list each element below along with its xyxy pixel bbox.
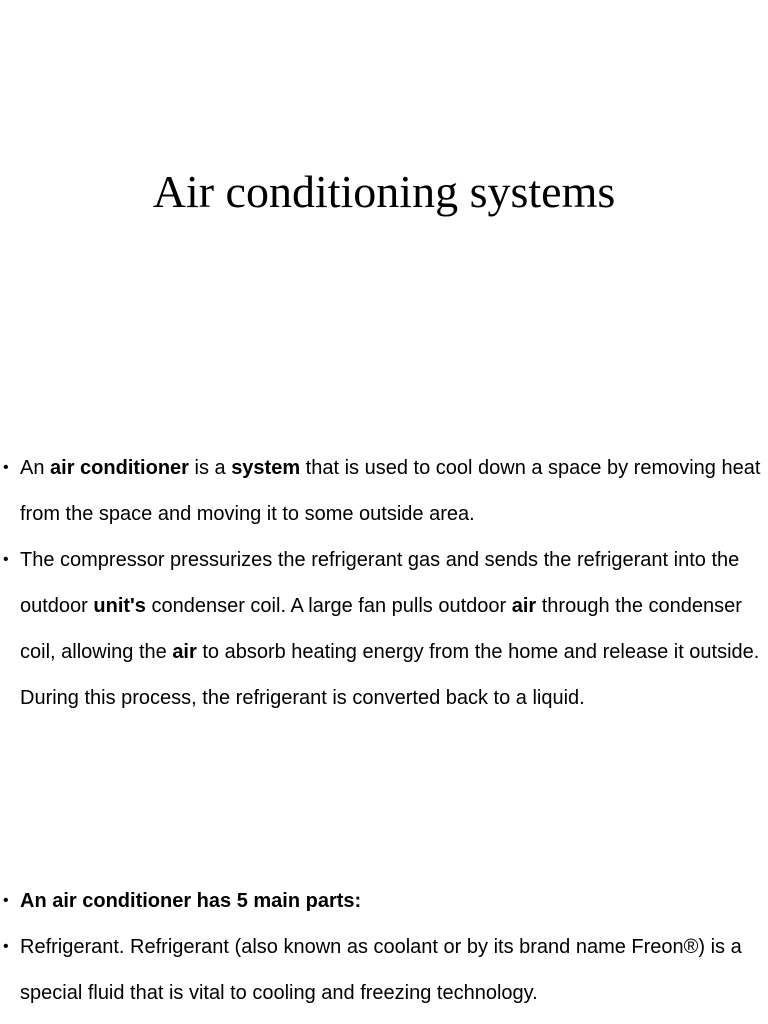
text-segment: An: [20, 457, 51, 479]
bullet-dot-icon: •: [3, 892, 9, 909]
text-segment: is a: [188, 457, 232, 479]
bold-text-segment: air: [172, 641, 197, 663]
text-segment: The compressor pressurizes the refrigerant gas and sends the refrigerant into the outdoor: [20, 549, 740, 617]
bullet-item: [0, 924, 768, 1016]
slide-title: Air conditioning systems: [152, 166, 616, 217]
bullet-item: [0, 537, 768, 721]
bullet-dot-icon: •: [3, 938, 9, 955]
bold-text-segment: air conditioner: [50, 457, 189, 479]
text-segment: Refrigerant. Refrigerant (also known as coolant or by its brand name Freon®) is a special fluid that is vital to cooling and freezing technology.: [20, 936, 742, 1004]
bullet-list-parts: [0, 878, 768, 1016]
bullet-list-intro: [0, 445, 768, 721]
bold-text-segment: unit's: [93, 595, 146, 617]
bullet-dot-icon: •: [3, 459, 9, 476]
text-segment: condenser coil. A large fan pulls outdoor: [145, 595, 512, 617]
bullet-item: [0, 445, 768, 537]
text-segment: to absorb heating energy from the home and release it outside. During this process, the refrigerant is converted back to a liquid.: [20, 641, 760, 709]
text-segment: through the condenser coil, allowing the: [20, 595, 742, 663]
text-segment: that is used to cool down a space by removing heat from the space and moving it to some outside area.: [20, 457, 761, 525]
bullet-item: [0, 878, 768, 924]
bold-text-segment: air: [511, 595, 537, 617]
bold-text-segment: system: [231, 457, 301, 479]
bold-text-segment: An air conditioner has 5 main parts:: [20, 890, 362, 912]
bullet-dot-icon: •: [3, 551, 9, 568]
